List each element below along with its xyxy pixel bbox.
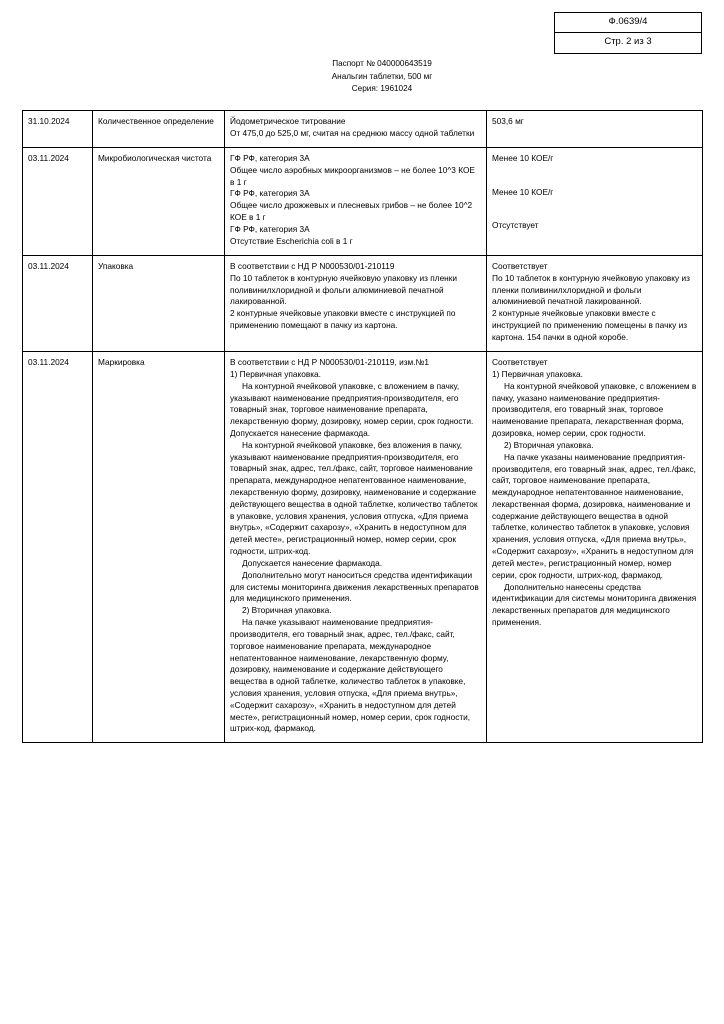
cell-requirements bbox=[225, 111, 487, 148]
result-line: На контурной ячейковой упаковке, с вложением в пачку, указано наименование предприятия-производителя, его товарный знак, торговое наименование препарата, лекарственная форма, дозировка, номер серии, срок годности. bbox=[492, 380, 697, 438]
requirement-line: ГФ РФ, категория 3А bbox=[230, 152, 310, 163]
cell-result bbox=[487, 255, 703, 351]
passport-number: Паспорт № 040000643519 bbox=[332, 59, 432, 68]
page-number: Стр. 2 из 3 bbox=[604, 36, 652, 48]
result-line: Менее 10 КОЕ/г bbox=[492, 152, 554, 163]
cell-result bbox=[487, 111, 703, 148]
cell-parameter: Количественное определение bbox=[93, 111, 225, 148]
result-line: 1) Первичная упаковка. bbox=[492, 368, 583, 379]
result-line: Отсутствует bbox=[492, 220, 539, 231]
result-subheading: 2) Вторичная упаковка. bbox=[504, 439, 594, 450]
table-row bbox=[23, 351, 703, 742]
result-line: 503,6 мг bbox=[492, 116, 524, 126]
spacer bbox=[492, 165, 697, 187]
requirement-line: 2 контурные ячейковые упаковки вместе с инструкцией по применению помещают в пачку из картона. bbox=[230, 308, 456, 331]
requirement-line: 1) Первичная упаковка. bbox=[230, 368, 321, 379]
requirement-line: По 10 таблеток в контурную ячейковую упаковку из пленки поливинилхлоридной и фольги алюминиевой печатной лакированной. bbox=[230, 272, 458, 307]
requirement-line: Допускается нанесение фармакода. bbox=[242, 557, 383, 568]
result-line: На пачке указаны наименование предприятия-производителя, его товарный знак, адрес, тел./факс, сайт, торговое наименование препарата, международное непатентованное наименование, лекарственная форма, дозировка, наименование и содержание действующего вещества в одной таблетке, количество таблеток в упаковке, условия хранения, условия отпуска, «Для приема внутрь», «Содержит сахарозу», «Хранить в недоступном для детей месте», регистрационный номер, номер серии, срок годности, штрих-код, фармакод. bbox=[492, 451, 696, 580]
product-name: Анальгин таблетки, 500 мг bbox=[331, 71, 433, 81]
cell-requirements bbox=[225, 255, 487, 351]
cell-requirements bbox=[225, 351, 487, 742]
spacer bbox=[492, 198, 697, 220]
requirement-line: В соответствии с НД Р N000530/01-210119, изм.№1 bbox=[230, 356, 430, 367]
form-code-box bbox=[554, 12, 702, 54]
requirement-line: ГФ РФ, категория 3А bbox=[230, 224, 310, 235]
table-row bbox=[23, 255, 703, 351]
cell-parameter: Микробиологическая чистота bbox=[93, 147, 225, 255]
requirement-subheading: 2) Вторичная упаковка. bbox=[242, 605, 332, 616]
table-row bbox=[23, 147, 703, 255]
result-line: 2 контурные ячейковые упаковки вместе с инструкцией по применению помещены в пачку из картона. 154 пачки в одной коробе. bbox=[492, 308, 688, 342]
specification-table bbox=[22, 110, 703, 743]
cell-date: 03.11.2024 bbox=[23, 147, 93, 255]
cell-date: 03.11.2024 bbox=[23, 351, 93, 742]
requirement-line: Общее число дрожжевых и плесневых грибов – не более 10^2 КОЕ в 1 г bbox=[230, 200, 473, 223]
result-line: Менее 10 КОЕ/г bbox=[492, 186, 554, 197]
cell-requirements bbox=[225, 147, 487, 255]
requirement-line: ГФ РФ, категория 3А bbox=[230, 188, 310, 199]
requirement-line: Отсутствие Escherichia coli в 1 г bbox=[230, 236, 353, 247]
requirement-line: Йодометрическое титрование bbox=[230, 116, 346, 126]
requirement-line: На контурной ячейковой упаковке, с вложением в пачку, указывают наименование предприятия-производителя, его товарный знак, торговое наименование препарата, лекарственную форму, дозировку, номер серии, срок годности. Допускается нанесение фармакода. bbox=[230, 380, 474, 438]
result-line: Дополнительно нанесены средства идентификации для системы мониторинга движения лекарственных препаратов для медицинского применения. bbox=[492, 581, 697, 627]
form-code: Ф.0639/4 bbox=[555, 13, 701, 33]
requirement-line: Общее число аэробных микроорганизмов – не более 10^3 КОЕ в 1 г bbox=[230, 164, 475, 187]
result-line: По 10 таблеток в контурную ячейковую упаковку из пленки поливинилхлоридной и фольги алюминиевой печатной лакированной. bbox=[492, 272, 690, 307]
result-line: Соответствует bbox=[492, 260, 548, 271]
requirement-line: На контурной ячейковой упаковке, без вложения в пачку, указывают наименование предприятия-производителя, его товарный знак, адрес, тел./факс, сайт, торговое наименование препарата, международное непатентованное наименование, лекарственную форму, дозировку, наименование и содержание действующего вещества в одной таблетке, количество таблеток в упаковке, условия хранения, условия отпуска, «Для приема внутрь», «Содержит сахарозу», «Хранить в недоступном для детей месте», регистрационный номер, номер серии, срок годности, штрих-код. bbox=[230, 439, 478, 556]
cell-parameter: Маркировка bbox=[93, 351, 225, 742]
cell-date: 31.10.2024 bbox=[23, 111, 93, 148]
result-line: Соответствует bbox=[492, 356, 548, 367]
requirement-line: Дополнительно могут наноситься средства идентификации для системы мониторинга движения лекарственных препаратов для медицинского применения. bbox=[230, 569, 479, 604]
document-header bbox=[0, 58, 724, 96]
cell-result bbox=[487, 147, 703, 255]
requirement-line: От 475,0 до 525,0 мг, считая на среднюю массу одной таблетки bbox=[230, 127, 475, 138]
series-number: Серия: 1961024 bbox=[351, 84, 413, 94]
requirement-line: На пачке указывают наименование предприятия-производителя, его товарный знак, адрес, тел./факс, сайт, торговое наименование препарата, международное непатентованное наименование, лекарственную форму, дозировку, наименование и содержание действующего вещества в одной таблетке, количество таблеток в упаковке, условия хранения, условия отпуска, «Для приема внутрь», «Содержит сахарозу», «Хранить в недоступном для детей месте», регистрационный номер, номер серии, срок годности, штрих-код, фармакод. bbox=[230, 617, 471, 734]
requirement-line: В соответствии с НД Р N000530/01-210119 bbox=[230, 260, 395, 271]
table-row bbox=[23, 111, 703, 148]
cell-date: 03.11.2024 bbox=[23, 255, 93, 351]
cell-parameter: Упаковка bbox=[93, 255, 225, 351]
cell-result bbox=[487, 351, 703, 742]
